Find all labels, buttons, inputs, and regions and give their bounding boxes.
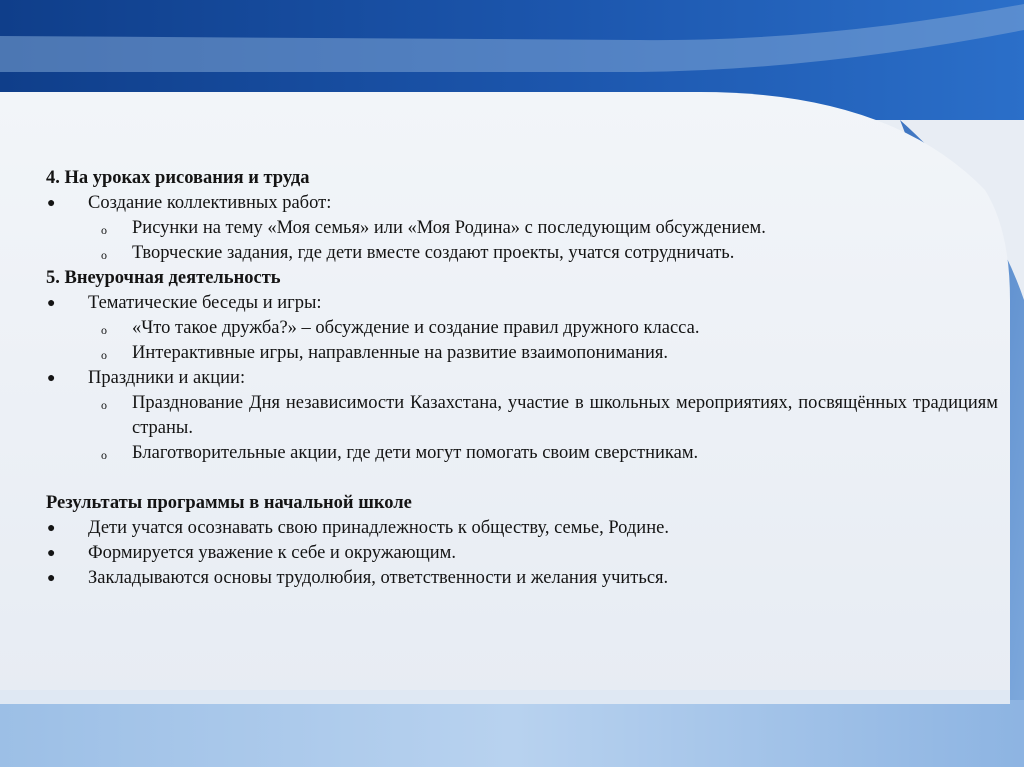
circle-bullet-icon: o <box>101 348 107 362</box>
subbullet-text: Творческие задания, где дети вместе создают проекты, учатся сотрудничать. <box>132 243 735 263</box>
subbullet-text: Рисунки на тему «Моя семья» или «Моя Родина» с последующим обсуждением. <box>132 218 766 238</box>
subbullet-item <box>46 241 998 266</box>
bullet-text: Праздники и акции: <box>88 368 246 388</box>
subbullet-text: «Что такое дружба?» – обсуждение и создание правил дружного класса. <box>132 318 700 338</box>
bullet-item <box>46 366 998 391</box>
bullet-dot-icon: ● <box>47 371 56 386</box>
section-4-heading: 4. На уроках рисования и труда <box>46 168 310 188</box>
section-spacer <box>46 466 998 491</box>
bullet-dot-icon: ● <box>47 546 56 561</box>
circle-bullet-icon: o <box>101 323 107 337</box>
subbullet-item <box>46 391 998 441</box>
bullet-text: Дети учатся осознавать свою принадлежность к обществу, семье, Родине. <box>88 518 669 538</box>
subbullet-item <box>46 341 998 366</box>
bullet-dot-icon: ● <box>47 521 56 536</box>
subbullet-item <box>46 441 998 466</box>
subbullet-item <box>46 216 998 241</box>
results-heading: Результаты программы в начальной школе <box>46 493 412 513</box>
bullet-dot-icon: ● <box>47 571 56 586</box>
bullet-text: Закладываются основы трудолюбия, ответственности и желания учиться. <box>88 568 669 588</box>
bullet-text: Формируется уважение к себе и окружающим. <box>88 543 456 563</box>
subbullet-text: Благотворительные акции, где дети могут помогать своим сверстникам. <box>132 443 699 463</box>
circle-bullet-icon: o <box>101 248 107 262</box>
section-5-heading: 5. Внеурочная деятельность <box>46 268 281 288</box>
bullet-dot-icon: ● <box>47 296 56 311</box>
circle-bullet-icon: o <box>101 398 107 412</box>
circle-bullet-icon: o <box>101 223 107 237</box>
bullet-dot-icon: ● <box>47 196 56 211</box>
bullet-text: Создание коллективных работ: <box>88 193 332 213</box>
circle-bullet-icon: o <box>101 448 107 462</box>
subbullet-item <box>46 316 998 341</box>
bullet-item <box>46 291 998 316</box>
bullet-item <box>46 541 998 566</box>
bullet-text: Тематические беседы и игры: <box>88 293 322 313</box>
bullet-item <box>46 191 998 216</box>
bullet-item <box>46 566 998 591</box>
subbullet-text: Празднование Дня независимости Казахстана, участие в школьных мероприятиях, посвящённых традициям страны. <box>132 393 998 438</box>
subbullet-text: Интерактивные игры, направленные на развитие взаимопонимания. <box>132 343 669 363</box>
slide-content <box>46 166 998 591</box>
bullet-item <box>46 516 998 541</box>
